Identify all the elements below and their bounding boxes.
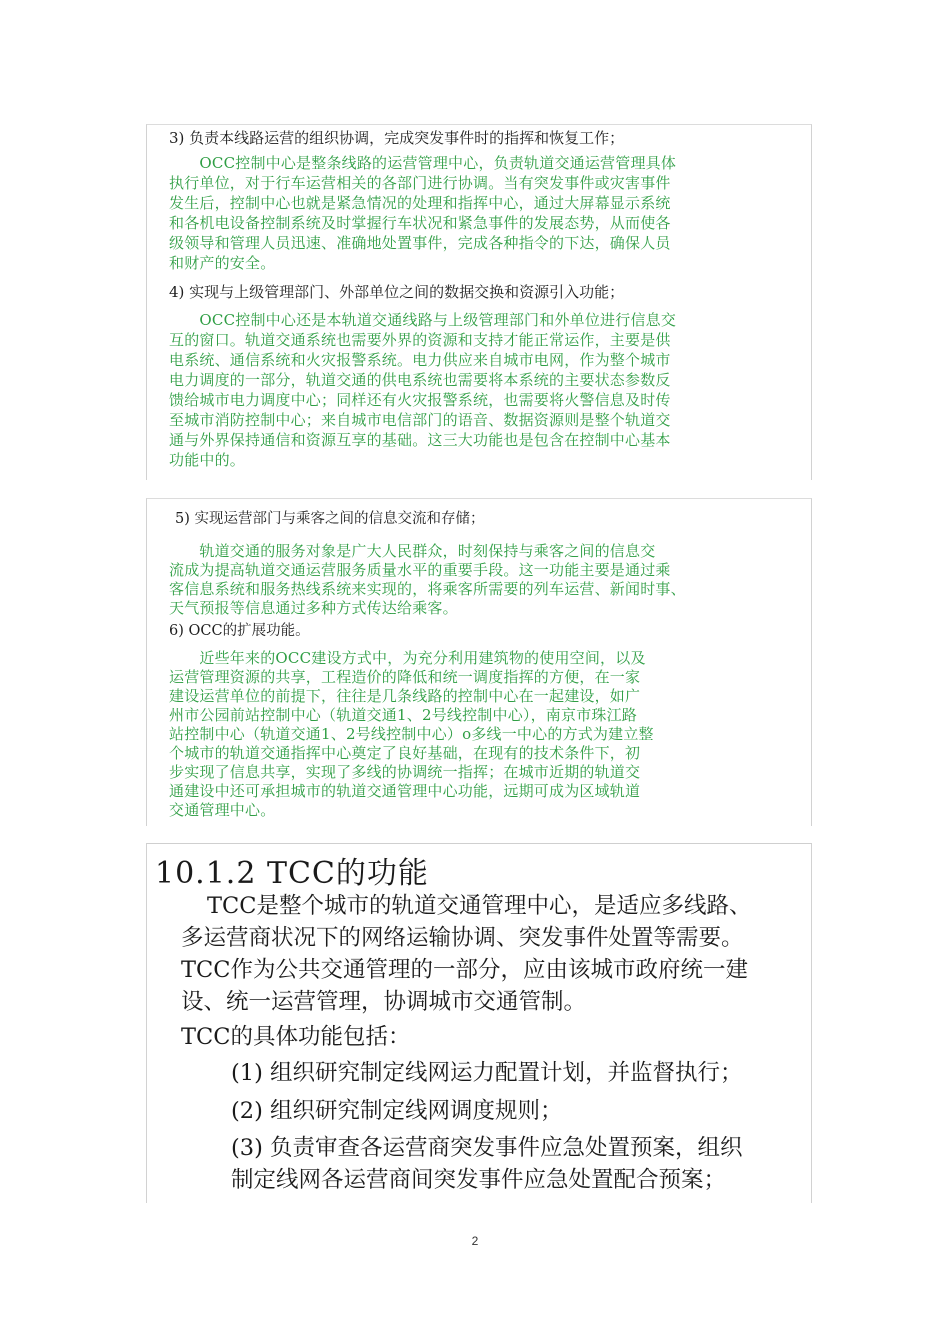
text-line: 至城市消防控制中心；来自城市电信部门的语音、数据资源则是整个轨道交 <box>169 411 671 429</box>
occ-functions-panel-1 <box>146 124 812 480</box>
text-line: 通建设中还可承担城市的轨道交通管理中心功能，远期可成为区域轨道 <box>169 782 641 800</box>
text-line: 步实现了信息共享，实现了多线的协调统一指挥；在城市近期的轨道交 <box>169 763 641 781</box>
occ-functions-panel-2 <box>146 498 812 826</box>
text-line: 站控制中心（轨道交通1、2号线控制中心）o多线一中心的方式为建立整 <box>169 725 654 743</box>
section-heading-4: 4) 实现与上级管理部门、外部单位之间的数据交换和资源引入功能； <box>169 283 625 301</box>
text-line: 执行单位，对于行车运营相关的各部门进行协调。当有突发事件或灾害事件 <box>169 174 671 192</box>
tcc-functions-panel <box>146 843 812 1203</box>
list-item: (1) 组织研究制定线网运力配置计划，并监督执行； <box>231 1060 743 1086</box>
text-line: OCC控制中心还是本轨道交通线路与上级管理部门和外单位进行信息交 <box>169 311 677 329</box>
section-heading-5: 5) 实现运营部门与乘客之间的信息交流和存储； <box>175 511 485 527</box>
text-line: 和各机电设备控制系统及时掌握行车状况和紧急事件的发展态势，从而使各 <box>169 214 671 232</box>
text-line: 馈给城市电力调度中心；同样还有火灾报警系统，也需要将火警信息及时传 <box>169 391 671 409</box>
list-item: (2) 组织研究制定线网调度规则； <box>231 1098 563 1124</box>
text-line: 多运营商状况下的网络运输协调、突发事件处置等需要。 <box>181 925 744 951</box>
list-heading: TCC的具体功能包括： <box>181 1024 411 1050</box>
text-line: 运营管理资源的共享，工程造价的降低和统一调度指挥的方便，在一家 <box>169 668 641 686</box>
section-title-tcc: 10.1.2 TCC的功能 <box>155 856 429 891</box>
text-line: 客信息系统和服务热线系统来实现的，将乘客所需要的列车运营、新闻时事、 <box>169 580 686 598</box>
text-line: 发生后，控制中心也就是紧急情况的处理和指挥中心，通过大屏幕显示系统 <box>169 194 671 212</box>
text-line: 建设运营单位的前提下，往往是几条线路的控制中心在一起建设，如广 <box>169 687 641 705</box>
text-line: 通与外界保持通信和资源互享的基础。这三大功能也是包含在控制中心基本 <box>169 431 671 449</box>
text-line: 近些年来的OCC建设方式中，为充分利用建筑物的使用空间，以及 <box>169 649 646 667</box>
text-line: TCC是整个城市的轨道交通管理中心，是适应多线路、 <box>207 893 752 919</box>
text-line: 互的窗口。轨道交通系统也需要外界的资源和支持才能正常运作，主要是供 <box>169 331 671 349</box>
section-heading-6: 6) OCC的扩展功能。 <box>169 623 310 639</box>
text-line: 流成为提高轨道交通运营服务质量水平的重要手段。这一功能主要是通过乘 <box>169 561 671 579</box>
list-item: (3) 负责审查各运营商突发事件应急处置预案，组织 <box>231 1135 743 1161</box>
text-line: 电系统、通信系统和火灾报警系统。电力供应来自城市电网，作为整个城市 <box>169 351 671 369</box>
list-item: 制定线网各运营商间突发事件应急处置配合预案； <box>231 1167 727 1193</box>
text-line: 轨道交通的服务对象是广大人民群众，时刻保持与乘客之间的信息交 <box>169 542 656 560</box>
text-line: 天气预报等信息通过多种方式传达给乘客。 <box>169 599 458 617</box>
text-line: 交通管理中心。 <box>169 801 276 819</box>
page-number: 2 <box>471 1234 479 1248</box>
text-line: 个城市的轨道交通指挥中心奠定了良好基础，在现有的技术条件下，初 <box>169 744 641 762</box>
text-line: 功能中的。 <box>169 451 246 469</box>
text-line: 和财产的安全。 <box>169 254 276 272</box>
text-line: TCC作为公共交通管理的一部分，应由该城市政府统一建 <box>181 957 748 983</box>
section-heading-3: 3) 负责本线路运营的组织协调，完成突发事件时的指挥和恢复工作； <box>169 129 625 147</box>
text-line: OCC控制中心是整条线路的运营管理中心，负责轨道交通运营管理具体 <box>169 154 677 172</box>
text-line: 设、统一运营管理，协调城市交通管制。 <box>181 989 587 1015</box>
text-line: 电力调度的一部分，轨道交通的供电系统也需要将本系统的主要状态参数反 <box>169 371 671 389</box>
text-line: 州市公园前站控制中心（轨道交通1、2号线控制中心），南京市珠江路 <box>169 706 637 724</box>
text-line: 级领导和管理人员迅速、准确地处置事件，完成各种指令的下达，确保人员 <box>169 234 671 252</box>
